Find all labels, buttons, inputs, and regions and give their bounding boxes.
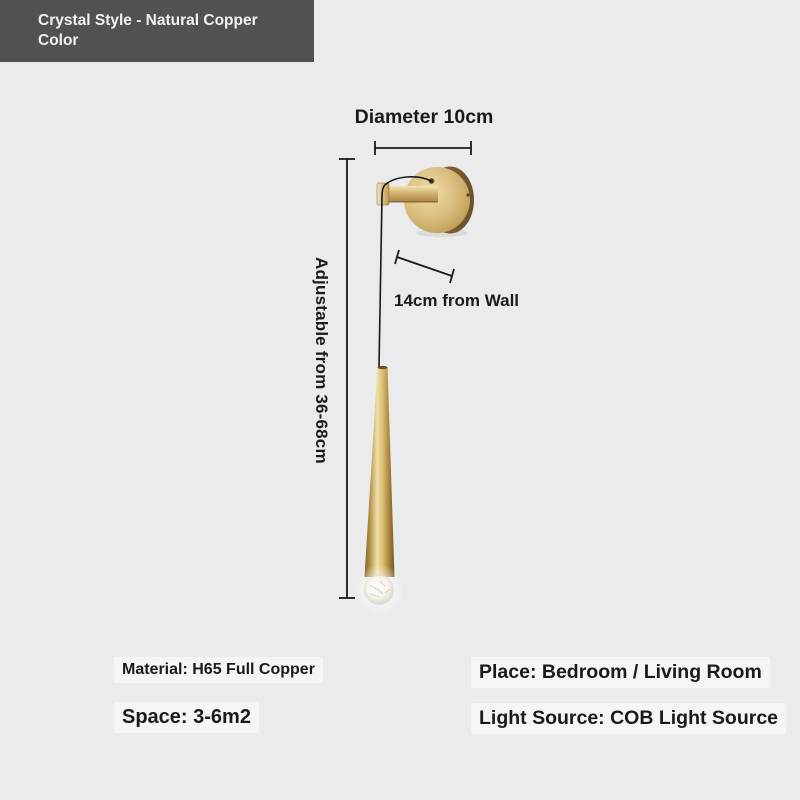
spec-light-source: Light Source: COB Light Source: [471, 703, 786, 734]
wall-distance-label: 14cm from Wall: [394, 291, 520, 310]
variant-badge-label: Crystal Style - Natural Copper Color: [38, 12, 258, 49]
spec-place: Place: Bedroom / Living Room: [471, 657, 770, 688]
spec-material: Material: H65 Full Copper: [114, 657, 323, 683]
cone-shade: [365, 366, 395, 577]
screw-dot: [466, 193, 469, 196]
wall-distance-measure-line: [395, 250, 454, 283]
adjustable-height-label: Adjustable from 36-68cm: [312, 257, 331, 464]
diameter-label: Diameter 10cm: [354, 106, 494, 128]
crystal-ball: [353, 564, 405, 616]
variant-badge: [0, 0, 314, 62]
height-measure-line: [339, 159, 355, 598]
mounting-arm: [377, 183, 438, 205]
spec-space: Space: 3-6m2: [114, 702, 259, 733]
diameter-measure-line: [375, 141, 471, 155]
